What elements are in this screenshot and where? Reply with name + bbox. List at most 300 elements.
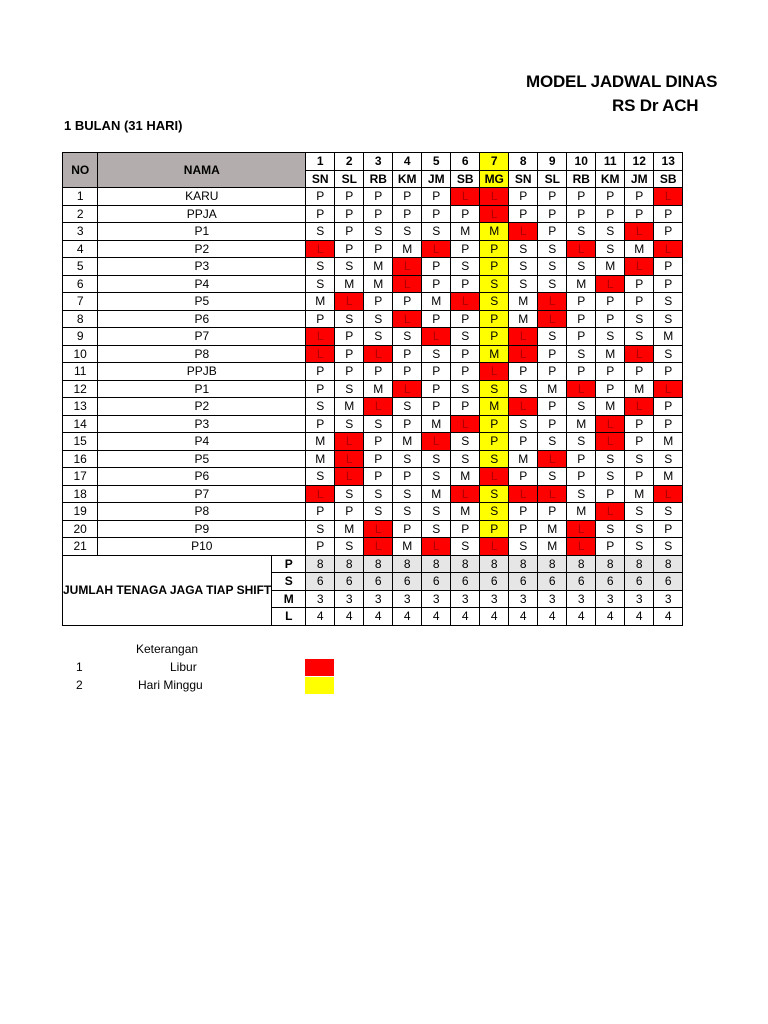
shift-cell: S [335,415,364,433]
shift-cell: S [509,415,538,433]
shift-cell: M [509,293,538,311]
summary-value: 4 [596,608,625,626]
shift-cell: P [480,520,509,538]
shift-cell: P [625,188,654,206]
row-number: 1 [63,188,98,206]
shift-cell: S [451,450,480,468]
shift-cell: P [596,485,625,503]
summary-value: 8 [480,555,509,573]
shift-cell: S [567,223,596,241]
shift-cell: L [654,240,683,258]
day-name-header: KM [596,170,625,188]
shift-cell: M [509,450,538,468]
shift-cell: L [654,485,683,503]
shift-cell: P [306,503,335,521]
shift-cell: P [625,275,654,293]
shift-cell: L [567,240,596,258]
shift-cell: L [306,345,335,363]
shift-cell: P [335,188,364,206]
shift-cell: M [480,398,509,416]
shift-cell: L [422,328,451,346]
shift-cell: P [509,433,538,451]
summary-value: 3 [393,590,422,608]
shift-cell: L [451,293,480,311]
shift-cell: P [451,205,480,223]
legend-swatch-off [305,659,334,676]
day-name-header: RB [364,170,393,188]
legend [0,640,768,700]
shift-cell: S [567,433,596,451]
staff-name: KARU [98,188,306,206]
shift-cell: S [393,398,422,416]
shift-cell: S [393,450,422,468]
shift-cell: L [306,485,335,503]
row-number: 6 [63,275,98,293]
row-number: 19 [63,503,98,521]
shift-cell: L [567,538,596,556]
shift-cell: S [596,450,625,468]
shift-cell: S [480,503,509,521]
shift-cell: P [335,240,364,258]
shift-cell: S [596,223,625,241]
shift-cell: S [422,223,451,241]
shift-cell: P [306,188,335,206]
shift-cell: P [422,205,451,223]
shift-cell: P [422,398,451,416]
table-row [63,398,683,416]
table-row [63,380,683,398]
shift-cell: S [625,310,654,328]
table-row [63,520,683,538]
shift-cell: S [625,520,654,538]
shift-cell: M [654,328,683,346]
shift-cell: S [625,328,654,346]
day-number-header: 5 [422,153,451,171]
staff-name: P3 [98,415,306,433]
shift-cell: S [596,328,625,346]
shift-cell: P [625,363,654,381]
shift-cell: S [306,398,335,416]
shift-cell: P [393,345,422,363]
shift-cell: P [364,205,393,223]
row-number: 17 [63,468,98,486]
shift-cell: L [335,293,364,311]
page-title: MODEL JADWAL DINAS [526,72,718,91]
shift-cell: P [509,520,538,538]
shift-cell: L [422,538,451,556]
shift-cell: L [480,468,509,486]
summary-value: 8 [538,555,567,573]
day-name-header: JM [422,170,451,188]
shift-cell: L [538,293,567,311]
shift-cell: L [480,538,509,556]
day-number-header: 12 [625,153,654,171]
legend-item-number: 2 [76,678,83,692]
shift-cell: M [306,293,335,311]
shift-cell: M [422,415,451,433]
shift-cell: P [393,205,422,223]
shift-cell: L [393,310,422,328]
summary-value: 6 [306,573,335,591]
table-row [63,503,683,521]
shift-cell: S [509,380,538,398]
summary-value: 8 [654,555,683,573]
summary-value: 4 [625,608,654,626]
shift-cell: P [451,363,480,381]
shift-cell: P [509,363,538,381]
legend-item-number: 1 [76,660,83,674]
shift-cell: P [306,363,335,381]
staff-name: P2 [98,398,306,416]
shift-cell: P [335,363,364,381]
day-number-header: 13 [654,153,683,171]
staff-name: P3 [98,258,306,276]
shift-cell: M [596,258,625,276]
summary-value: 3 [451,590,480,608]
shift-cell: S [335,380,364,398]
row-number: 18 [63,485,98,503]
shift-cell: S [364,415,393,433]
shift-cell: P [335,345,364,363]
header-nama: NAMA [98,153,306,188]
shift-cell: P [480,328,509,346]
summary-value: 3 [335,590,364,608]
shift-cell: M [335,275,364,293]
shift-cell: S [393,328,422,346]
summary-value: 4 [567,608,596,626]
summary-value: 8 [567,555,596,573]
shift-cell: L [509,398,538,416]
staff-name: P5 [98,450,306,468]
staff-name: P10 [98,538,306,556]
shift-cell: P [509,468,538,486]
staff-name: P8 [98,503,306,521]
shift-cell: P [625,293,654,311]
shift-cell: L [538,485,567,503]
shift-cell: P [306,205,335,223]
shift-cell: P [480,258,509,276]
shift-cell: P [567,328,596,346]
legend-item-label: Hari Minggu [138,678,203,692]
shift-cell: P [596,205,625,223]
shift-cell: P [451,275,480,293]
shift-cell: P [567,293,596,311]
row-number: 7 [63,293,98,311]
summary-value: 4 [538,608,567,626]
shift-cell: M [654,433,683,451]
shift-cell: L [625,398,654,416]
shift-cell: P [596,310,625,328]
summary-shift-key: M [272,590,306,608]
header-no: NO [63,153,98,188]
shift-cell: M [364,258,393,276]
shift-cell: S [654,538,683,556]
shift-cell: L [596,275,625,293]
shift-cell: L [480,188,509,206]
summary-value: 6 [538,573,567,591]
shift-cell: S [364,223,393,241]
shift-cell: S [393,485,422,503]
shift-cell: P [335,328,364,346]
shift-cell: S [480,275,509,293]
summary-value: 3 [480,590,509,608]
shift-cell: L [509,345,538,363]
shift-cell: P [538,415,567,433]
summary-shift-key: P [272,555,306,573]
table-row [63,258,683,276]
shift-cell: M [596,398,625,416]
shift-cell: S [480,380,509,398]
shift-cell: P [480,433,509,451]
shift-cell: S [480,450,509,468]
shift-cell: S [654,345,683,363]
legend-swatch-sunday [305,677,334,694]
shift-cell: L [451,485,480,503]
summary-value: 6 [625,573,654,591]
shift-cell: L [596,433,625,451]
shift-cell: P [654,275,683,293]
summary-shift-key: L [272,608,306,626]
summary-shift-key: S [272,573,306,591]
shift-cell: S [306,468,335,486]
summary-value: 4 [654,608,683,626]
shift-cell: P [654,223,683,241]
shift-cell: P [654,520,683,538]
shift-cell: P [567,188,596,206]
day-name-header: RB [567,170,596,188]
shift-cell: S [335,310,364,328]
row-number: 20 [63,520,98,538]
shift-cell: M [625,485,654,503]
shift-cell: M [480,345,509,363]
staff-name: PPJA [98,205,306,223]
shift-cell: P [480,310,509,328]
shift-cell: P [306,310,335,328]
shift-cell: M [509,310,538,328]
table-row [63,328,683,346]
shift-cell: L [567,380,596,398]
shift-cell: M [364,275,393,293]
shift-cell: M [538,520,567,538]
shift-cell: L [393,275,422,293]
shift-cell: S [422,345,451,363]
shift-cell: L [335,450,364,468]
summary-value: 6 [422,573,451,591]
shift-cell: M [306,433,335,451]
shift-cell: P [335,205,364,223]
shift-cell: L [451,415,480,433]
day-name-header: MG [480,170,509,188]
summary-value: 8 [596,555,625,573]
summary-value: 8 [306,555,335,573]
shift-cell: S [596,240,625,258]
shift-cell: P [422,188,451,206]
row-number: 10 [63,345,98,363]
staff-name: P4 [98,275,306,293]
shift-cell: S [335,258,364,276]
shift-cell: M [393,433,422,451]
row-number: 16 [63,450,98,468]
summary-value: 3 [306,590,335,608]
summary-value: 3 [567,590,596,608]
shift-cell: P [538,503,567,521]
shift-cell: M [451,223,480,241]
shift-cell: S [306,275,335,293]
row-number: 2 [63,205,98,223]
header-row-day-numbers [63,153,683,171]
staff-name: P1 [98,223,306,241]
shift-cell: M [335,520,364,538]
shift-cell: S [567,345,596,363]
shift-cell: L [596,415,625,433]
staff-name: PPJB [98,363,306,381]
staff-name: P6 [98,468,306,486]
summary-value: 4 [393,608,422,626]
shift-cell: L [335,433,364,451]
shift-cell: M [625,240,654,258]
shift-cell: S [451,380,480,398]
shift-cell: S [538,275,567,293]
day-number-header: 7 [480,153,509,171]
shift-cell: P [625,415,654,433]
shift-cell: P [480,240,509,258]
shift-cell: P [451,240,480,258]
shift-cell: L [393,380,422,398]
shift-cell: M [335,398,364,416]
shift-cell: L [306,240,335,258]
row-number: 3 [63,223,98,241]
shift-cell: L [538,310,567,328]
shift-cell: M [567,275,596,293]
shift-cell: P [393,363,422,381]
row-number: 4 [63,240,98,258]
shift-cell: P [596,538,625,556]
table-row [63,433,683,451]
day-number-header: 8 [509,153,538,171]
shift-cell: M [364,380,393,398]
table-row [63,310,683,328]
shift-cell: S [422,468,451,486]
summary-value: 8 [509,555,538,573]
shift-cell: S [393,503,422,521]
shift-cell: P [480,415,509,433]
page-subtitle-hospital: RS Dr ACH [612,96,699,115]
row-number: 15 [63,433,98,451]
shift-cell: S [654,293,683,311]
shift-cell: P [364,433,393,451]
summary-value: 4 [335,608,364,626]
shift-cell: M [451,468,480,486]
shift-cell: P [509,188,538,206]
table-row [63,415,683,433]
shift-cell: P [625,433,654,451]
shift-cell: L [509,328,538,346]
shift-cell: M [538,538,567,556]
staff-name: P6 [98,310,306,328]
summary-value: 8 [625,555,654,573]
summary-value: 8 [393,555,422,573]
shift-cell: S [567,258,596,276]
shift-cell: S [654,310,683,328]
staff-name: P8 [98,345,306,363]
shift-cell: S [625,503,654,521]
table-row [63,240,683,258]
shift-cell: S [451,258,480,276]
shift-cell: P [335,223,364,241]
shift-cell: L [364,345,393,363]
shift-cell: S [422,520,451,538]
shift-cell: M [393,240,422,258]
shift-cell: P [364,450,393,468]
summary-value: 6 [596,573,625,591]
day-name-header: SL [335,170,364,188]
day-number-header: 11 [596,153,625,171]
row-number: 11 [63,363,98,381]
summary-label: JUMLAH TENAGA JAGA TIAP SHIFT [63,555,272,625]
staff-name: P7 [98,328,306,346]
shift-cell: M [480,223,509,241]
shift-cell: S [335,538,364,556]
summary-value: 3 [364,590,393,608]
summary-value: 4 [364,608,393,626]
day-name-header: SB [654,170,683,188]
shift-cell: L [364,398,393,416]
summary-value: 8 [335,555,364,573]
shift-cell: S [654,450,683,468]
shift-cell: S [306,258,335,276]
shift-cell: S [567,485,596,503]
shift-cell: L [480,363,509,381]
summary-row [63,555,683,573]
summary-value: 6 [509,573,538,591]
summary-value: 6 [654,573,683,591]
shift-cell: P [538,205,567,223]
shift-cell: P [451,345,480,363]
table-row [63,293,683,311]
shift-cell: P [509,503,538,521]
shift-cell: S [306,223,335,241]
shift-cell: S [480,293,509,311]
shift-cell: M [538,380,567,398]
shift-cell: P [654,205,683,223]
shift-cell: P [451,398,480,416]
shift-cell: P [596,380,625,398]
shift-cell: P [567,205,596,223]
shift-cell: L [422,433,451,451]
row-number: 9 [63,328,98,346]
shift-cell: P [422,258,451,276]
shift-cell: S [509,275,538,293]
shift-cell: S [625,450,654,468]
shift-cell: P [538,345,567,363]
shift-cell: L [654,380,683,398]
shift-cell: L [509,485,538,503]
shift-cell: L [422,240,451,258]
summary-value: 6 [335,573,364,591]
shift-cell: P [364,188,393,206]
shift-cell: S [509,258,538,276]
summary-value: 6 [393,573,422,591]
shift-cell: S [422,503,451,521]
shift-cell: M [422,485,451,503]
summary-value: 3 [625,590,654,608]
shift-cell: P [393,188,422,206]
summary-value: 4 [306,608,335,626]
shift-cell: P [451,310,480,328]
shift-cell: L [625,258,654,276]
table-row [63,275,683,293]
shift-cell: S [364,310,393,328]
